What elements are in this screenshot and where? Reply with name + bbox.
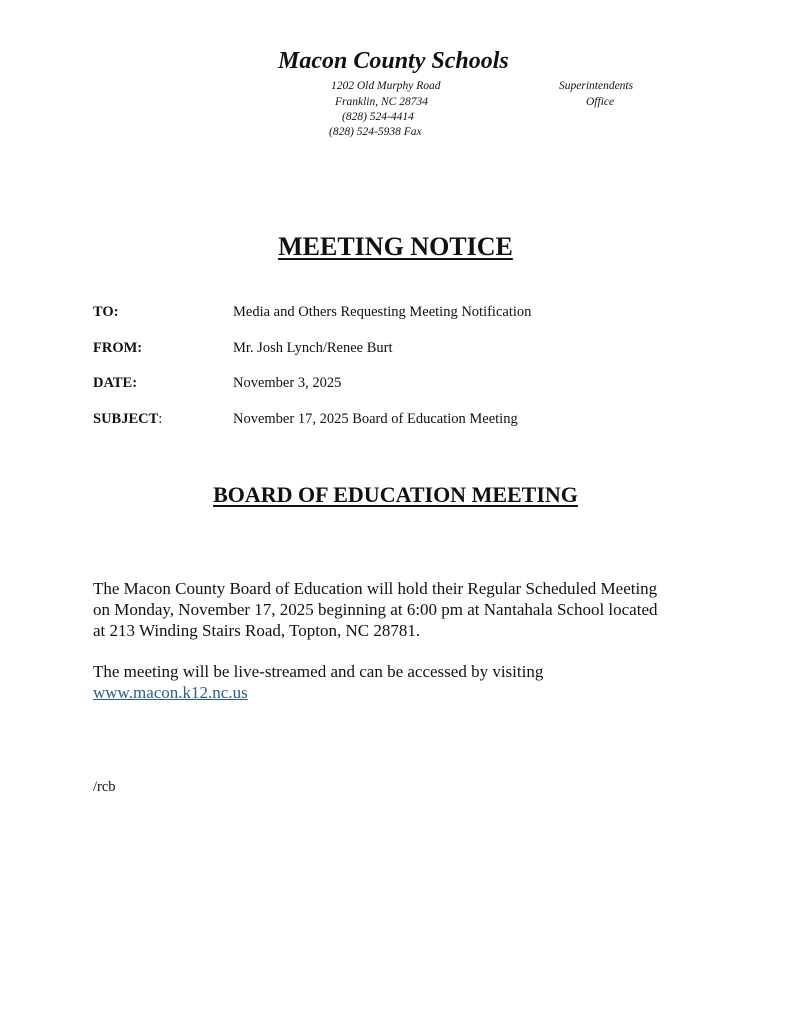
memo-date-value: November 3, 2025 bbox=[233, 375, 342, 391]
memo-date-label: DATE: bbox=[93, 375, 138, 391]
district-website-link[interactable]: www.macon.k12.nc.us bbox=[93, 683, 248, 702]
body-paragraph-line: on Monday, November 17, 2025 beginning at 6:00 pm at Nantahala School located bbox=[93, 600, 658, 619]
board-meeting-title: BOARD OF EDUCATION MEETING bbox=[213, 482, 578, 507]
office-name-line1: Superintendents bbox=[559, 80, 634, 92]
address-street: 1202 Old Murphy Road bbox=[331, 80, 441, 92]
body-paragraph-line: The Macon County Board of Education will hold their Regular Scheduled Meeting bbox=[93, 579, 658, 598]
office-name-line2: Office bbox=[586, 96, 615, 108]
organization-name: Macon County Schools bbox=[278, 48, 509, 74]
body-link-line bbox=[93, 682, 248, 703]
memo-subject-label-text: SUBJECT bbox=[93, 411, 159, 427]
memo-subject-value: November 17, 2025 Board of Education Meeting bbox=[233, 411, 518, 427]
body-paragraph-line: The meeting will be live-streamed and can be accessed by visiting bbox=[93, 662, 544, 681]
memo-from-label: FROM: bbox=[93, 340, 143, 356]
memo-subject-label bbox=[93, 411, 162, 428]
typist-initials: /rcb bbox=[93, 779, 116, 795]
memo-to-value: Media and Others Requesting Meeting Notification bbox=[233, 304, 532, 320]
memo-to-label: TO: bbox=[93, 304, 119, 320]
memo-from-value: Mr. Josh Lynch/Renee Burt bbox=[233, 340, 393, 356]
phone-number: (828) 524-4414 bbox=[342, 111, 414, 123]
body-paragraph-line: at 213 Winding Stairs Road, Topton, NC 28781. bbox=[93, 621, 421, 640]
memo-subject-colon: : bbox=[158, 411, 163, 427]
address-city: Franklin, NC 28734 bbox=[335, 96, 428, 108]
meeting-notice-title: MEETING NOTICE bbox=[278, 232, 513, 261]
fax-number: (828) 524-5938 Fax bbox=[329, 126, 422, 138]
